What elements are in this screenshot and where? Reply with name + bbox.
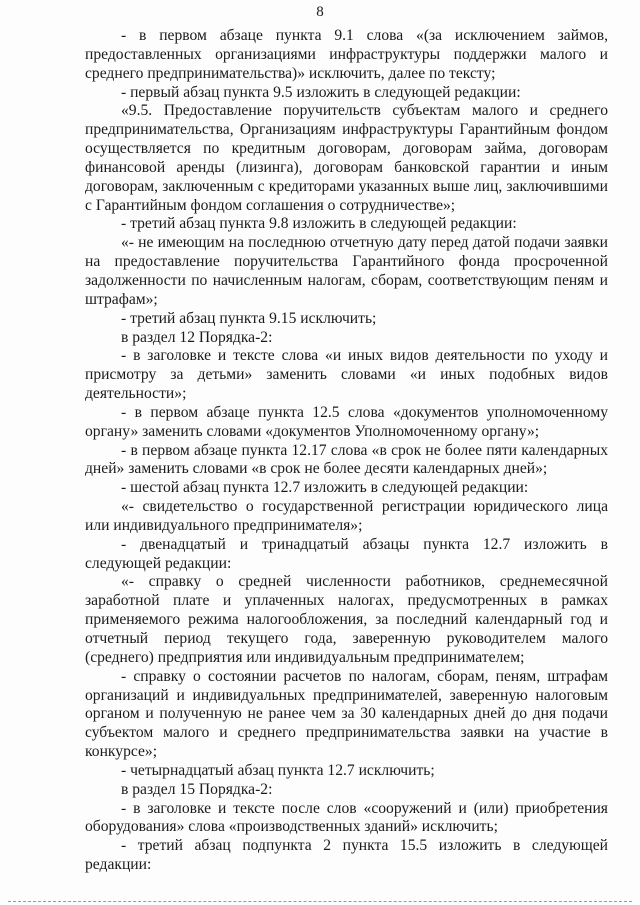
paragraph: - в заголовке и тексте после слов «сооружений и (или) приобретения оборудования» слова «производственных зданий» исключить; bbox=[85, 799, 608, 836]
paragraph: в раздел 12 Порядка-2: bbox=[121, 328, 273, 346]
document-body bbox=[85, 27, 608, 875]
paragraph: - в первом абзаце пункта 12.17 слова «в срок не более пяти календарных дней» заменить словами «в срок не более десяти календарных дней»; bbox=[85, 441, 608, 478]
paragraph: - в первом абзаце пункта 9.1 слова «(за исключением займов, предоставленных организациями инфраструктуры поддержки малого и среднего предпринимательства)» исключить, далее по тексту; bbox=[85, 27, 608, 82]
paragraph: - третий абзац подпункта 2 пункта 15.5 изложить в следующей редакции: bbox=[85, 837, 608, 874]
paragraph: в раздел 15 Порядка-2: bbox=[121, 780, 273, 798]
paragraph: - справку о состоянии расчетов по налогам, сборам, пеням, штрафам организаций и индивидуальных предпринимателей, заверенную налоговым органом и полученную не ранее чем за 30 календарных дней до дня подачи субъектом малого и среднего предпринимательства заявки на участие в конкурсе»; bbox=[85, 667, 608, 761]
paragraph: «9.5. Предоставление поручительств субъектам малого и среднего предпринимательства, Организациям инфраструктуры Гарантийным фондом осуществляется по кредитным договорам, договорам займа, договорам финансовой аренды (лизинга), договорам банковской гарантии и иным договорам, заключенным с кредиторами указанных выше лиц, заключившими с Гарантийным фондом соглашения о сотрудничестве»; bbox=[85, 102, 608, 214]
paragraph: - в заголовке и тексте слова «и иных видов деятельности по уходу и присмотру за детьми» заменить словами «и иных подобных видов деятельности»; bbox=[85, 347, 608, 403]
paragraph: «- справку о средней численности работников, среднемесячной заработной плате и уплаченных налогах, предусмотренных в рамках применяемого режима налогообложения, за последний календарный год и отчетный период текущего года, заверенную руководителем малого (среднего) предприятия или индивидуальным предпринимателем; bbox=[85, 573, 608, 666]
page-number: 8 bbox=[316, 4, 324, 20]
paragraph: - шестой абзац пункта 12.7 изложить в следующей редакции: bbox=[121, 479, 529, 497]
paragraph: - третий абзац пункта 9.15 исключить; bbox=[121, 309, 377, 327]
scan-edge-line bbox=[8, 901, 632, 902]
paragraph: - в первом абзаце пункта 12.5 слова «документов уполномоченному органу» заменить словами «документов Уполномоченному органу»; bbox=[85, 403, 608, 440]
paragraph: «- не имеющим на последнюю отчетную дату перед датой подачи заявки на предоставление поручительства Гарантийного фонда просроченной задолженности по начисленным налогам, сборам, соответствующим пеням и штрафам»; bbox=[85, 234, 608, 308]
paragraph: - первый абзац пункта 9.5 изложить в следующей редакции: bbox=[121, 83, 521, 101]
paragraph: - четырнадцатый абзац пункта 12.7 исключить; bbox=[121, 761, 435, 779]
paragraph: «- свидетельство о государственной регистрации юридического лица или индивидуального предпринимателя»; bbox=[85, 498, 608, 534]
paragraph: - двенадцатый и тринадцатый абзацы пункта 12.7 изложить в следующей редакции: bbox=[85, 535, 608, 572]
paragraph: - третий абзац пункта 9.8 изложить в следующей редакции: bbox=[121, 215, 517, 233]
